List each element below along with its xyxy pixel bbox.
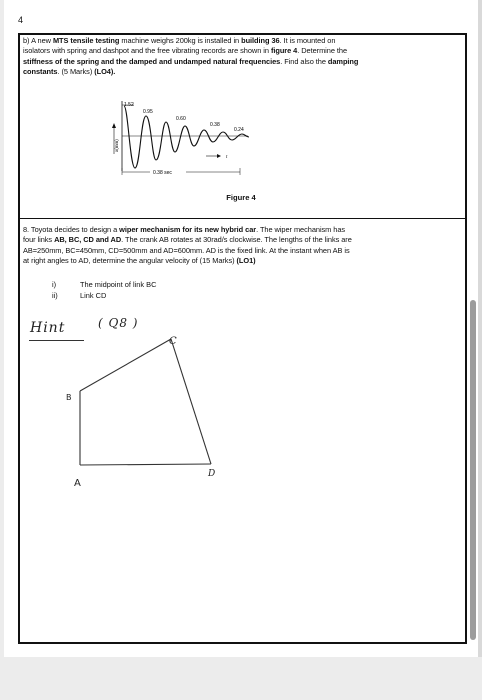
period-label: 0.38 sec [153, 170, 172, 176]
peak-label-5: 0.24 [234, 127, 244, 133]
peak-label-1: 1.52 [124, 102, 134, 108]
point-a-label: A [74, 478, 81, 489]
page-number: 4 [18, 15, 24, 25]
list-item-1-number: i) [52, 280, 57, 289]
list-item-1 [52, 280, 156, 289]
question-8-line-2: four links AB, BC, CD and AD. The crank AB rotates at 30rad/s clockwise. The lengths of the links are [23, 235, 352, 245]
peak-label-3: 0.60 [176, 116, 186, 122]
link-ad [80, 464, 211, 465]
section-divider [20, 218, 465, 219]
time-arrowhead [217, 154, 221, 158]
list-item-2-number: ii) [52, 291, 58, 300]
linkage-sketch [54, 330, 234, 500]
figure-caption: Figure 4 [226, 193, 256, 202]
hint-label: Hint [30, 320, 66, 336]
point-b-label: B [66, 393, 72, 402]
y-axis-arrowhead [112, 123, 116, 128]
point-c-label: C [169, 336, 177, 347]
peak-label-2: 0.95 [143, 109, 153, 115]
page-edge-shadow [478, 0, 482, 657]
question-b-line-1: b) A new MTS tensile testing machine weighs 200kg is installed in building 36. It is mounted on [23, 36, 336, 45]
list-item-2 [52, 291, 106, 300]
question-8-line-3: AB=250mm, BC=450mm, CD=500mm and AD=600mm. AD is the fixed link. At the instant when AB is [23, 245, 350, 255]
document-page [4, 0, 478, 657]
hint-reference: ( Q8 ) [98, 316, 139, 330]
list-item-2-text: Link CD [80, 291, 107, 300]
point-d-label: D [208, 469, 216, 479]
vibration-curve [124, 106, 249, 168]
peak-label-4: 0.38 [210, 122, 220, 128]
link-bc [80, 339, 171, 391]
question-b-line-3: stiffness of the spring and the damped and undamped natural frequencies. Find also the damping [23, 56, 359, 66]
figure-y-axis-label: x(mm) [114, 139, 119, 152]
question-b-line-2: isolators with spring and dashpot and the free vibrating records are shown in figure 4. Determine the [23, 46, 348, 56]
question-b-text [23, 36, 468, 78]
link-cd [171, 339, 211, 464]
question-8-text [23, 225, 468, 267]
question-8-line-4: at right angles to AD, determine the angular velocity of (15 Marks) (LO1) [23, 256, 256, 266]
question-8-line-1: 8. Toyota decides to design a wiper mechanism for its new hybrid car. The wiper mechanism has [23, 225, 346, 234]
time-axis-label: t [226, 155, 228, 160]
question-b-line-4: constants. (5 Marks) (LO4). [23, 67, 116, 77]
vibration-figure [108, 96, 258, 186]
list-item-1-text: The midpoint of link BC [80, 280, 157, 289]
scrollbar[interactable] [470, 300, 476, 640]
